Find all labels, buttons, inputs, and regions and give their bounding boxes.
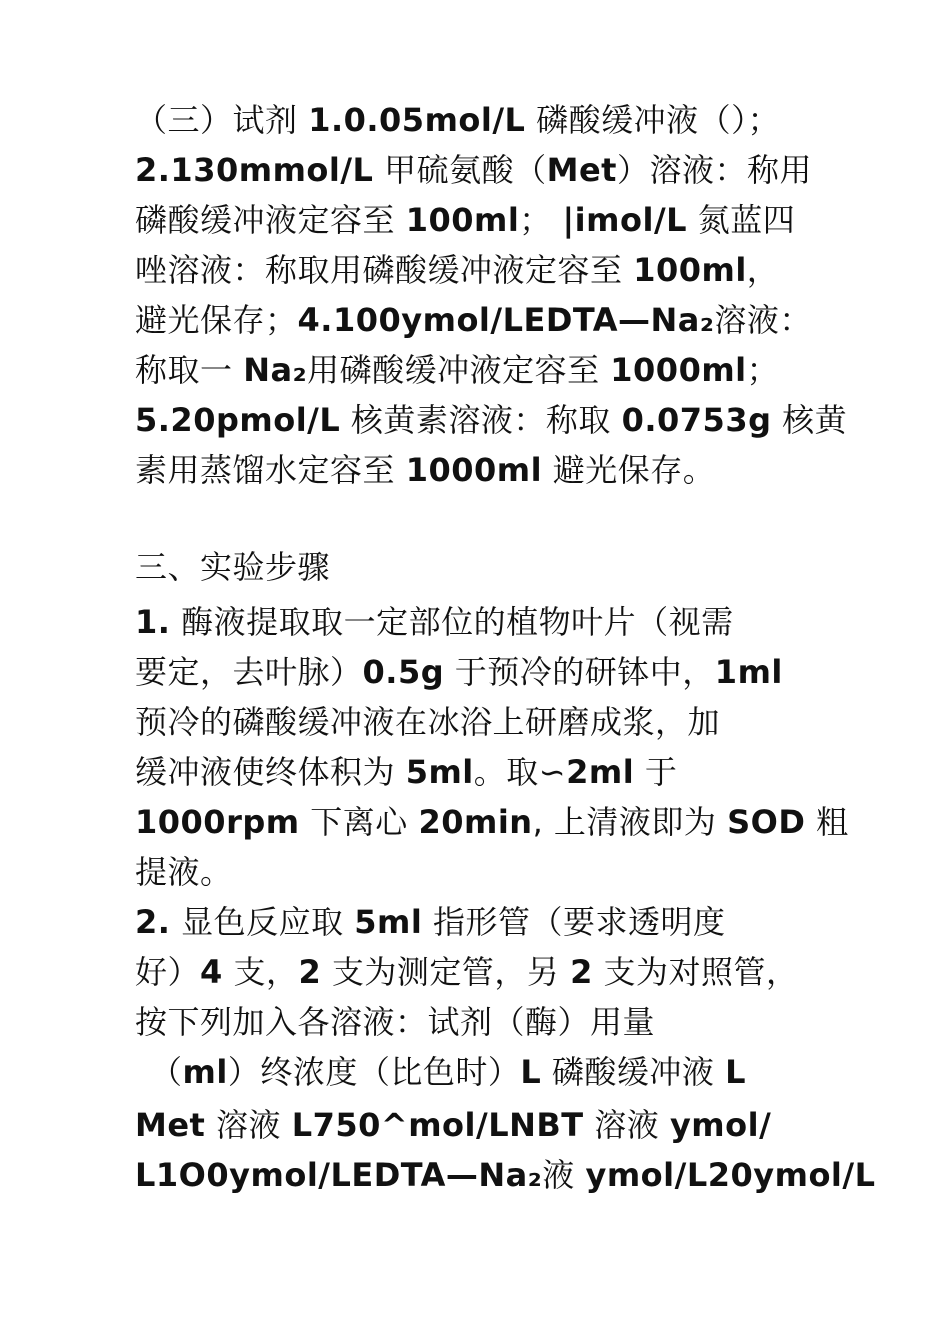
text-line-18 [135, 997, 835, 1047]
bold-run: Met [546, 151, 617, 189]
bold-run: 2.130mmol/L [135, 151, 374, 189]
bold-run: 4 [200, 953, 223, 991]
text-run: 磷酸缓冲液定容至 [135, 201, 406, 239]
text-run: 溶液 [583, 1106, 670, 1144]
text-line-5 [135, 295, 835, 345]
bold-run: 2. [135, 903, 171, 941]
text-line-7 [135, 395, 848, 445]
text-run: 用磷酸缓冲液定容至 [307, 351, 611, 389]
text-run: 。取∽ [473, 753, 567, 791]
bold-run: SOD [727, 803, 806, 841]
text-line-20 [135, 1100, 835, 1150]
text-line-16 [135, 897, 835, 947]
bold-run: ymol/ [669, 1106, 772, 1144]
text-line-8 [135, 445, 835, 495]
text-run: 粗 [805, 803, 849, 841]
section-heading [135, 542, 835, 592]
text-run: 唑溶液：称取用磷酸缓冲液定容至 [135, 251, 634, 289]
text-run: 提液。 [135, 853, 233, 891]
text-run: ）终浓度（比色时） [227, 1053, 521, 1091]
text-line-14 [135, 797, 849, 847]
text-run: 于预冷的研钵中， [444, 653, 715, 691]
text-run: 素用蒸馏水定容至 [135, 451, 406, 489]
bold-run: 1. [135, 603, 171, 641]
text-run: 磷酸缓冲液（）； [525, 101, 781, 139]
bold-run: 100ml [405, 201, 520, 239]
text-line-19 [150, 1047, 850, 1097]
text-run: 缓冲液使终体积为 [135, 753, 406, 791]
bold-run: 5.20pmol/L [135, 401, 341, 439]
bold-run: ml [182, 1053, 228, 1091]
text-run: 显色反应取 [170, 903, 355, 941]
bold-run: L [725, 1053, 746, 1091]
text-run: 溶液 [205, 1106, 292, 1144]
bold-run: 2ml [566, 753, 635, 791]
bold-run: L [520, 1053, 542, 1091]
text-run: （三）试剂 [135, 101, 309, 139]
text-run: 甲硫氨酸（ [373, 151, 547, 189]
text-run: 避光保存。 [542, 451, 716, 489]
text-run: 指形管（要求透明度 [422, 903, 726, 941]
text-line-2 [135, 145, 835, 195]
bold-run: 1000ml [610, 351, 747, 389]
text-run: 核黄 [771, 401, 848, 439]
bold-run: 2 [298, 953, 322, 991]
bold-run: 1ml [714, 653, 783, 691]
bold-run: L1O0ymol/LEDTA—Na₂ [135, 1156, 543, 1194]
bold-run: ymol/L20ymol/L [585, 1156, 876, 1194]
text-run: 要定，去叶脉） [135, 653, 363, 691]
text-line-11 [135, 647, 835, 697]
text-run: 三、实验步骤 [135, 548, 331, 586]
text-run: （ [150, 1053, 183, 1091]
text-run: 按下列加入各溶液：试剂（酶）用量 [135, 1003, 656, 1041]
text-run: 溶液： [714, 301, 812, 339]
text-line-3 [135, 195, 835, 245]
text-run: ， [746, 251, 780, 289]
text-line-6 [135, 345, 835, 395]
bold-run: 5ml [405, 753, 474, 791]
text-line-17 [135, 947, 835, 997]
text-line-4 [135, 245, 835, 295]
bold-run: 0.0753g [621, 401, 772, 439]
bold-run: |imol/L [562, 201, 688, 239]
bold-run: 5ml [354, 903, 423, 941]
text-run: ； [519, 201, 563, 239]
bold-run: 20min [418, 803, 533, 841]
bold-run: Na₂ [243, 351, 308, 389]
bold-run: 1.0.05mol/L [308, 101, 526, 139]
text-run: 称取一 [135, 351, 244, 389]
text-run: 支为测定管，另 [321, 953, 571, 991]
text-line-12 [135, 697, 835, 747]
bold-run: L750^mol/LNBT [291, 1106, 584, 1144]
text-run: ； [746, 351, 780, 389]
text-run: 液 [542, 1156, 586, 1194]
text-line-15 [135, 847, 835, 897]
text-run: 酶液提取取一定部位的植物叶片（视需 [170, 603, 734, 641]
text-line-21 [135, 1150, 876, 1200]
bold-run: 0.5g [362, 653, 445, 691]
bold-run: 4.100ymol/LEDTA—Na₂ [297, 301, 715, 339]
text-run: 磷酸缓冲液 [541, 1053, 726, 1091]
bold-run: 2 [570, 953, 593, 991]
bold-run: Met [135, 1106, 206, 1144]
bold-run: 1000ml [405, 451, 543, 489]
text-run: 核黄素溶液：称取 [340, 401, 622, 439]
text-run: 好） [135, 953, 201, 991]
text-run: , 上清液即为 [532, 803, 728, 841]
text-line-1 [135, 95, 835, 145]
bold-run: 1000rpm [135, 803, 300, 841]
text-run: 于 [634, 753, 678, 791]
text-line-10 [135, 597, 835, 647]
text-run: 下离心 [299, 803, 419, 841]
text-line-13 [135, 747, 835, 797]
bold-run: 100ml [633, 251, 747, 289]
text-run: 氮蓝四 [687, 201, 796, 239]
text-run: 避光保存； [135, 301, 298, 339]
text-run: ）溶液：称用 [616, 151, 812, 189]
text-run: 预冷的磷酸缓冲液在冰浴上研磨成浆，加 [135, 703, 721, 741]
text-run: 支为对照管， [592, 953, 799, 991]
text-run: 支， [222, 953, 299, 991]
